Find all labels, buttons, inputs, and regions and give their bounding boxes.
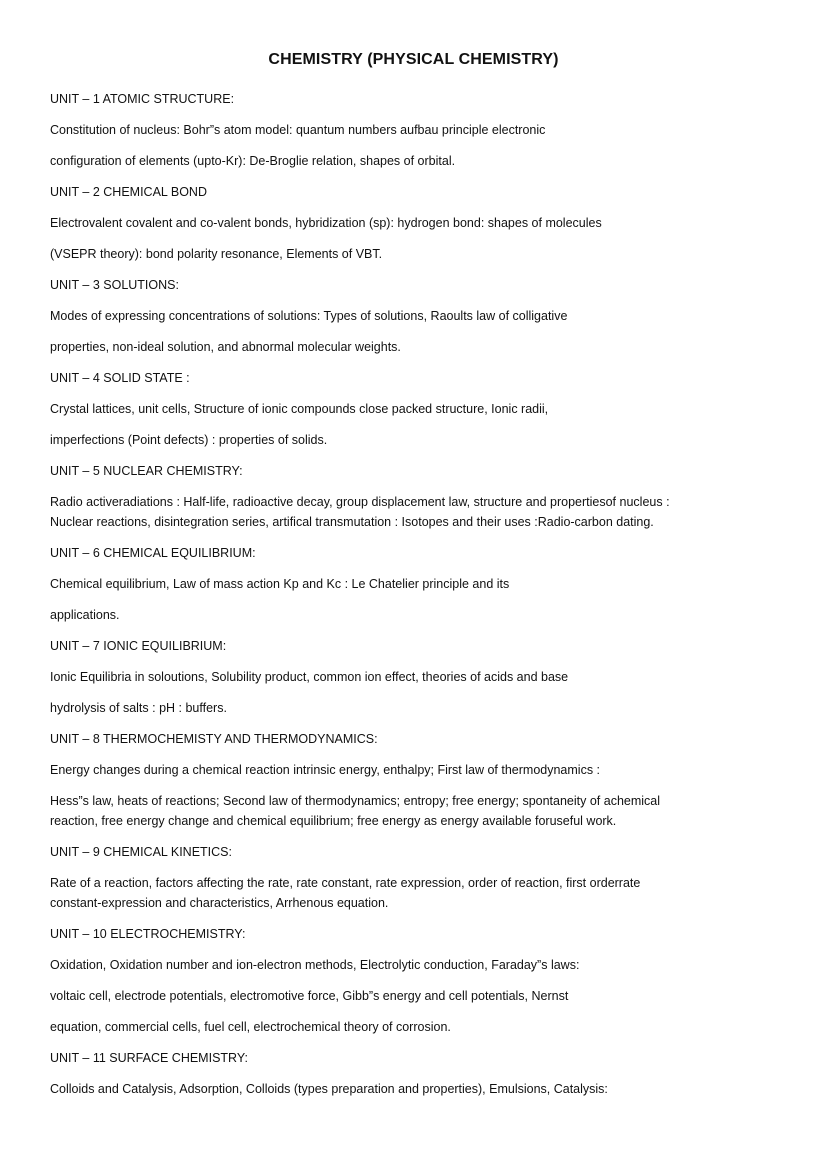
unit-text-line: Crystal lattices, unit cells, Structure of ionic compounds close packed structure, Ionic radii,: [50, 402, 549, 416]
unit-text-line: reaction, free energy change and chemical equilibrium; free energy as energy available foruseful work.: [50, 814, 617, 828]
unit-text-line: Hess”s law, heats of reactions; Second law of thermodynamics; entropy; free energy; spontaneity of achemical: [50, 794, 661, 808]
unit-text-line: Energy changes during a chemical reaction intrinsic energy, enthalpy; First law of thermodynamics :: [50, 763, 601, 777]
unit-text-line: Modes of expressing concentrations of solutions: Types of solutions, Raoults law of colligative: [50, 309, 568, 323]
unit-text-line: Chemical equilibrium, Law of mass action Kp and Kc : Le Chatelier principle and its: [50, 577, 510, 591]
unit-text-line: (VSEPR theory): bond polarity resonance, Elements of VBT.: [50, 247, 383, 261]
unit-heading: UNIT – 7 IONIC EQUILIBRIUM:: [50, 639, 227, 653]
unit-text-line: Rate of a reaction, factors affecting the rate, rate constant, rate expression, order of reaction, first orderrate: [50, 876, 641, 890]
unit-heading: UNIT – 11 SURFACE CHEMISTRY:: [50, 1051, 248, 1065]
unit-text-line: Radio activeradiations : Half-life, radioactive decay, group displacement law, structure and propertiesof nucleus :: [50, 495, 670, 509]
unit-text-line: Nuclear reactions, disintegration series, artifical transmutation : Isotopes and their uses :Radio-carbon dating.: [50, 515, 654, 529]
unit-text-line: constant-expression and characteristics, Arrhenous equation.: [50, 896, 389, 910]
unit-heading: UNIT – 4 SOLID STATE :: [50, 371, 190, 385]
unit-text-line: configuration of elements (upto-Kr): De-Broglie relation, shapes of orbital.: [50, 154, 456, 168]
page-title: CHEMISTRY (PHYSICAL CHEMISTRY): [268, 51, 559, 68]
unit-text-line: Electrovalent covalent and co-valent bonds, hybridization (sp): hydrogen bond: shapes of molecules: [50, 216, 602, 230]
unit-text-line: Oxidation, Oxidation number and ion-electron methods, Electrolytic conduction, Faraday”s laws:: [50, 958, 580, 972]
unit-text-line: hydrolysis of salts : pH : buffers.: [50, 701, 227, 715]
unit-heading: UNIT – 1 ATOMIC STRUCTURE:: [50, 92, 235, 106]
unit-text-line: equation, commercial cells, fuel cell, electrochemical theory of corrosion.: [50, 1020, 451, 1034]
unit-heading: UNIT – 8 THERMOCHEMISTY AND THERMODYNAMICS:: [50, 732, 378, 746]
unit-heading: UNIT – 2 CHEMICAL BOND: [50, 185, 207, 199]
unit-heading: UNIT – 9 CHEMICAL KINETICS:: [50, 845, 232, 859]
unit-text-line: voltaic cell, electrode potentials, electromotive force, Gibb”s energy and cell potentials, Nernst: [50, 989, 569, 1003]
unit-text-line: Ionic Equilibria in soloutions, Solubility product, common ion effect, theories of acids and base: [50, 670, 569, 684]
unit-text-line: Colloids and Catalysis, Adsorption, Colloids (types preparation and properties), Emulsions, Catalysis:: [50, 1082, 608, 1096]
syllabus-body: [50, 89, 762, 1110]
unit-text-line: properties, non-ideal solution, and abnormal molecular weights.: [50, 340, 401, 354]
unit-text-line: Constitution of nucleus: Bohr”s atom model: quantum numbers aufbau principle electronic: [50, 123, 546, 137]
unit-heading: UNIT – 5 NUCLEAR CHEMISTRY:: [50, 464, 243, 478]
unit-heading: UNIT – 10 ELECTROCHEMISTRY:: [50, 927, 246, 941]
unit-heading: UNIT – 6 CHEMICAL EQUILIBRIUM:: [50, 546, 256, 560]
unit-heading: UNIT – 3 SOLUTIONS:: [50, 278, 179, 292]
unit-text-line: applications.: [50, 608, 120, 622]
unit-text-line: imperfections (Point defects) : properties of solids.: [50, 433, 328, 447]
